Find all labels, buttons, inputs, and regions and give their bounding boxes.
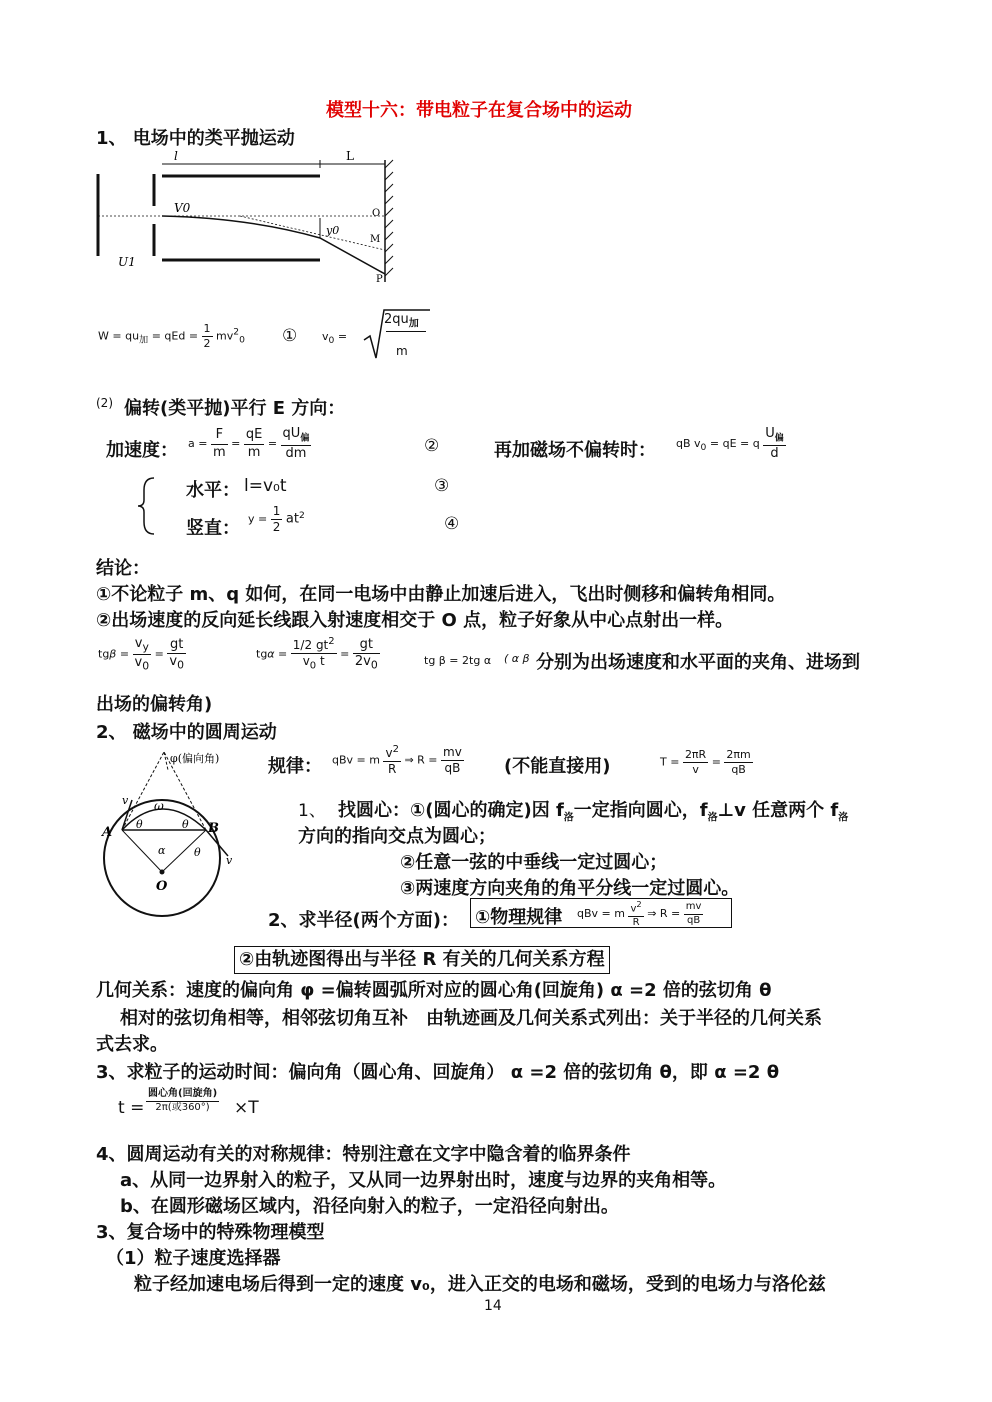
conclusion-1: ①不论粒子 m、q 如何，在同一电场中由静止加速后进入，飞出时侧移和偏转角相同。 [96, 584, 786, 605]
fig2-label-theta-2: θ [182, 818, 189, 831]
rule-label: 规律： [268, 756, 322, 777]
fig1-label-M: M [370, 234, 381, 245]
fig1-label-U1: U1 [118, 255, 136, 269]
geometry-line-3: 式去求。 [96, 1034, 168, 1055]
physics-law-eq: qBv = m $\frac{v^2}{R}$ ⇒ R = $\frac{mv}{qB}$ [577, 899, 702, 928]
geometry-line-1: 几何关系：速度的偏向角 φ =偏转圆弧所对应的圆心角(回旋角) α =2 倍的弦切角 θ [96, 980, 772, 1001]
find-center-2: ②任意一弦的中垂线一定过圆心； [400, 852, 668, 873]
fig1-label-O: O [372, 208, 381, 219]
horizontal-eq: l=v₀t [244, 476, 287, 496]
tg-relation: tg β = 2tg α [424, 654, 492, 667]
conclusion-label: 结论： [96, 558, 150, 579]
fig2-label-phi: φ(偏向角) [170, 752, 220, 765]
eq-work-sub: 加 [139, 334, 149, 346]
fig1-label-v0: V0 [174, 201, 191, 215]
geometry-box: ②由轨迹图得出与半径 R 有关的几何关系方程 [234, 946, 610, 974]
geometry-line-2: 相对的弦切角相等，相邻弦切角互补 由轨迹画及几何关系式列出：关于半径的几何关系 [120, 1008, 822, 1029]
eq-work: $W = qu_加$ = qEd = $\frac{1}{2}$ $mv^2_0$ [98, 322, 245, 350]
period-equation: T = $\frac{2\pi R}{v}$ = $\frac{2\pi m}{qB}$ [660, 748, 751, 776]
accel-equation: a = $\frac{F}{m}$ = $\frac{qE}{m}$ = $\frac{qU_偏}{dm}$ [188, 426, 310, 461]
accel-label: 加速度： [106, 440, 178, 461]
fig2-label-A: A [102, 825, 113, 840]
fig2-label-theta-3: θ [194, 846, 201, 859]
physics-law-box [470, 898, 732, 928]
tg-alpha-eq: tgα = $\frac{1/2 gt^2}{v_0 t}$ = $\frac{gt}{2v_0}$ [256, 636, 378, 672]
circular-motion-diagram [98, 748, 258, 928]
brace [136, 476, 160, 536]
fig1-label-P: P [376, 274, 383, 285]
circle-4: ④ [444, 514, 460, 534]
time-eq-T: ×T [234, 1098, 259, 1118]
page-title: 模型十六：带电粒子在复合场中的运动 [326, 100, 632, 121]
find-center-num: 1、 [298, 801, 326, 821]
eq-work-lhs: W = qu [98, 329, 140, 343]
velocity-selector-para: 粒子经加速电场后得到一定的速度 v₀，进入正交的电场和磁场，受到的电场力与洛伦兹 [134, 1274, 826, 1295]
fig1-label-y0: y0 [326, 224, 340, 237]
frac-half: $\frac{1}{2}$ [203, 322, 211, 350]
no-deflection-label: 再加磁场不偏转时： [494, 440, 656, 461]
page-number: 14 [484, 1298, 502, 1314]
fig2-label-theta-1: θ [136, 818, 143, 831]
radius-label: 2、求半径(两个方面)： [268, 910, 459, 931]
eq-mv: mv [216, 329, 234, 343]
fig2-label-v: v [122, 794, 129, 807]
circle-3: ③ [434, 476, 450, 496]
fig2-label-v2: v [226, 854, 233, 867]
eq-v0-bar [386, 331, 426, 332]
fig1-label-L: L [346, 150, 354, 163]
circle-2: ② [424, 436, 440, 456]
find-center-text: 找圆心：①(圆心的确定)因 $f_洛$一定指向圆心，$f_洛\perp v$ 任意两个 $f_洛$ [338, 800, 849, 824]
horizontal-label: 水平： [186, 480, 240, 501]
fig2-label-alpha: α [158, 844, 166, 857]
time-line: 3、求粒子的运动时间：偏向角（圆心角、回旋角） α =2 倍的弦切角 θ，即 α =2 θ [96, 1062, 780, 1083]
physics-law-label: ①物理规律 [475, 907, 563, 928]
find-center-cont: 方向的指向交点为圆心； [298, 826, 496, 847]
deflection-diagram [90, 150, 410, 300]
fig1-label-l: l [174, 150, 178, 163]
time-eq-frac: $\frac{\text{圆心角(回旋角)}}{\text{2π(或360°)}}$ [148, 1088, 218, 1113]
sub-2-text: 偏转(类平抛)平行 E 方向： [124, 398, 346, 419]
circle-1: ① [282, 326, 298, 346]
symmetry-b: b、在圆形磁场区域内，沿径向射入的粒子，一定沿径向射出。 [120, 1196, 619, 1217]
section-1-heading: 1、 电场中的类平抛运动 [96, 128, 295, 149]
fig2-label-B: B [208, 821, 219, 836]
conclusion-2: ②出场速度的反向延长线跟入射速度相交于 O 点，粒子好象从中心点射出一样。 [96, 610, 734, 631]
eq-v0-lhs: $v_0$ = [322, 330, 348, 347]
time-eq-lhs: t = [118, 1098, 145, 1118]
alpha-beta-desc-2: 出场的偏转角) [96, 694, 213, 715]
eq-v0-den: m [396, 344, 408, 358]
tg-beta-eq: tgβ = $\frac{v_y}{v_0}$ = $\frac{gt}{v_0}$ [98, 636, 184, 673]
rule-equation: qBv = m $\frac{v^2}{R}$ ⇒ R = $\frac{mv}{qB}$ [332, 744, 462, 776]
eq-work-mid: = qEd = [151, 329, 199, 343]
section-3-heading: 3、复合场中的特殊物理模型 [96, 1222, 325, 1243]
section-2-heading: 2、 磁场中的圆周运动 [96, 722, 277, 743]
fig2-label-O: O [156, 879, 168, 894]
no-direct-use: (不能直接用) [504, 756, 611, 777]
symmetry-a: a、从同一边界射入的粒子，又从同一边界射出时，速度与边界的夹角相等。 [120, 1170, 727, 1191]
vertical-eq: y = $\frac{1}{2}$ $at^2$ [248, 504, 305, 534]
eq-v0-num: $2qu_加$ [384, 312, 419, 330]
fig2-label-omega: ω [154, 799, 164, 813]
alpha-beta-desc: 分别为出场速度和水平面的夹角、进场到 [536, 652, 860, 673]
find-center-3: ③两速度方向夹角的角平分线一定过圆心。 [400, 878, 740, 899]
sub-2-label: (2) [96, 396, 113, 410]
alpha-beta-label: ( α β [504, 652, 530, 665]
symmetry-heading: 4、圆周运动有关的对称规律：特别注意在文字中隐含着的临界条件 [96, 1144, 631, 1165]
velocity-selector-heading: （1）粒子速度选择器 [106, 1248, 281, 1269]
no-deflection-eq: qB $v_0$ = qE = q $\frac{U_偏}{d}$ [676, 426, 784, 461]
vertical-label: 竖直： [186, 518, 240, 539]
